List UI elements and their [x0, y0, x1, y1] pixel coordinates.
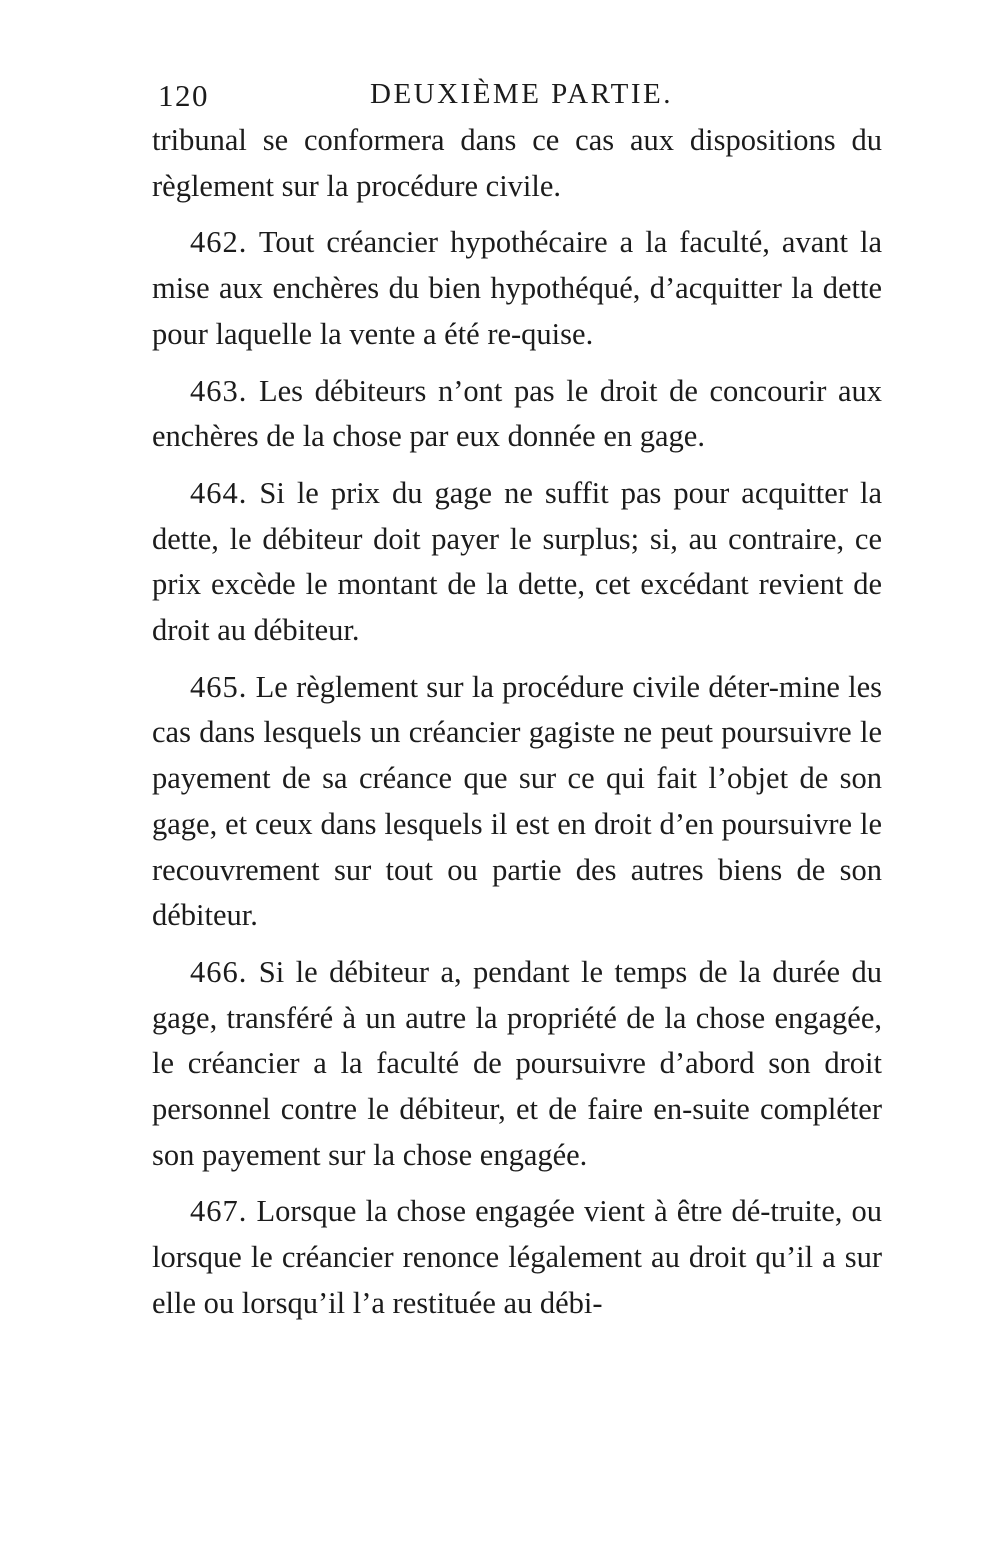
paragraph-text: Le règlement sur la procédure civile déter-mine les cas dans lesquels un créancier gagiste ne peut poursuivre le payement de sa créance que sur ce qui fait l’objet de son gage, et ceux dans lesquels il est en droit d’en poursuivre le recouvrement sur tout ou partie des autres biens de son débiteur.: [152, 669, 883, 933]
article-number: 466.: [190, 954, 248, 989]
article-number: 463.: [190, 373, 248, 408]
paragraph-text: Si le débiteur a, pendant le temps de la durée du gage, transféré à un autre la propriété de la chose engagée, le créancier a la faculté de poursuivre d’abord son droit personnel contre le débiteur, et de faire en-suite compléter son payement sur la chose engagée.: [152, 954, 882, 1172]
article-467: [152, 1189, 882, 1326]
paragraph-text: Les débiteurs n’ont pas le droit de concourir aux enchères de la chose par eux donnée en gage.: [152, 373, 882, 454]
running-head: [152, 72, 882, 118]
article-464: [152, 471, 882, 654]
paragraph-text: tribunal se conformera dans ce cas aux dispositions du règlement sur la procédure civile.: [152, 123, 882, 203]
article-463: [152, 369, 882, 460]
page-number: 120: [158, 78, 209, 113]
article-number: 464.: [190, 475, 248, 510]
book-page: [152, 72, 882, 1327]
paragraph-continued: [152, 118, 882, 209]
article-number: 465.: [190, 669, 248, 704]
paragraph-text: Lorsque la chose engagée vient à être dé-truite, ou lorsque le créancier renonce légalement au droit qu’il a sur elle ou lorsqu’il l’a restituée au débi-: [152, 1194, 882, 1320]
article-number: 462.: [190, 225, 248, 260]
article-465: [152, 665, 882, 939]
article-462: [152, 220, 882, 357]
article-number: 467.: [190, 1194, 248, 1229]
paragraph-text: Tout créancier hypothécaire a la faculté, avant la mise aux enchères du bien hypothéqué, d’acquitter la dette pour laquelle la vente a été re-quise.: [152, 225, 882, 351]
running-title: DEUXIÈME PARTIE.: [370, 78, 674, 110]
article-466: [152, 950, 882, 1179]
paragraph-text: Si le prix du gage ne suffit pas pour acquitter la dette, le débiteur doit payer le surplus; si, au contraire, ce prix excède le montant de la dette, cet excédant revient de droit au débiteur.: [152, 475, 882, 648]
body-text: [152, 118, 882, 1327]
